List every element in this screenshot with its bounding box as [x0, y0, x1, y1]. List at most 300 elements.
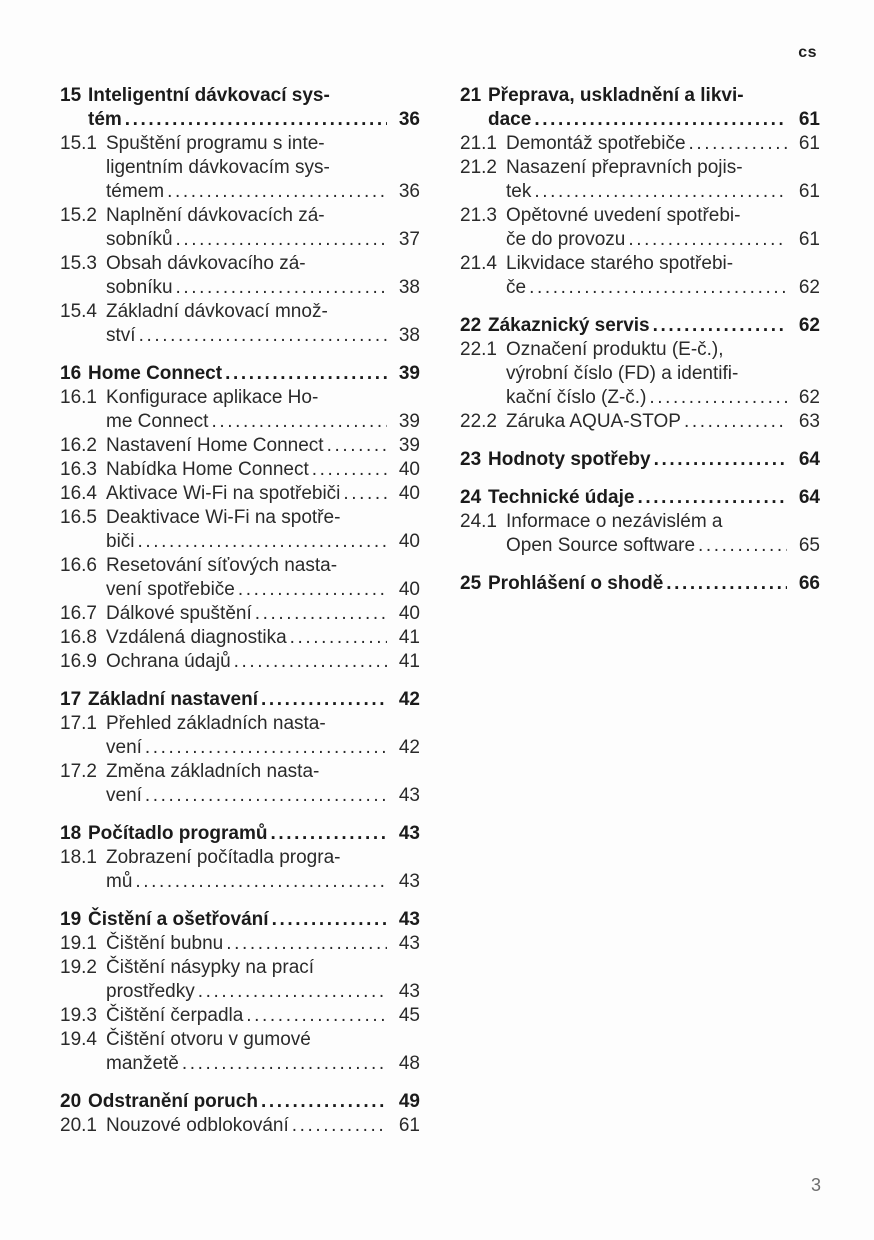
- toc-column-left: [60, 84, 420, 1138]
- entry-last-line: [488, 572, 820, 596]
- dot-leader: [145, 736, 387, 760]
- dot-leader: [684, 410, 787, 434]
- entry-last-line: [506, 228, 820, 252]
- dot-leader: [666, 572, 787, 596]
- dot-leader: [211, 410, 387, 434]
- entry-title: [488, 84, 820, 132]
- page-number: 3: [810, 1175, 821, 1195]
- entry-last-line: [506, 180, 820, 204]
- entry-last-line: [88, 908, 420, 932]
- toc-sub-entry: [60, 1114, 420, 1138]
- entry-number: 24: [460, 487, 482, 508]
- entry-title-line: Označení produktu (E-č.),: [506, 339, 724, 360]
- entry-page-number: 66: [798, 573, 820, 594]
- toc-column-right: [460, 84, 820, 596]
- entry-last-line: [506, 132, 820, 156]
- entry-page-number: 43: [398, 785, 420, 806]
- entry-title-line: Inteligentní dávkovací sys-: [88, 85, 330, 106]
- entry-last-line: [488, 486, 820, 510]
- entry-number: 16.9: [60, 651, 97, 672]
- toc-sub-entry: [60, 132, 420, 204]
- entry-title-line: Prohlášení o shodě: [488, 573, 664, 594]
- entry-title-line: Resetování síťových nasta-: [106, 555, 338, 576]
- entry-title: [106, 482, 420, 506]
- entry-page-number: 43: [398, 871, 420, 892]
- entry-last-line: [106, 980, 420, 1004]
- entry-number: 17: [60, 689, 82, 710]
- toc-sub-entry: [60, 482, 420, 506]
- entry-number: 24.1: [460, 511, 497, 532]
- toc-chapter-entry: [460, 314, 820, 338]
- entry-page-number: 39: [398, 435, 420, 456]
- dot-leader: [653, 314, 787, 338]
- entry-title: [106, 1114, 420, 1138]
- entry-last-line: [506, 276, 820, 300]
- entry-last-line: [506, 534, 820, 558]
- dot-leader: [246, 1004, 387, 1028]
- entry-page-number: 62: [798, 315, 820, 336]
- entry-title-line: Spuštění programu s inte-: [106, 133, 325, 154]
- dot-leader: [138, 530, 387, 554]
- entry-title: [88, 908, 420, 932]
- entry-page-number: 38: [398, 277, 420, 298]
- entry-title: [106, 956, 420, 1004]
- entry-number: 21: [460, 85, 482, 106]
- toc-chapter-entry: [60, 908, 420, 932]
- entry-page-number: 40: [398, 483, 420, 504]
- dot-leader: [225, 362, 387, 386]
- entry-title: [106, 252, 420, 300]
- entry-title: [106, 760, 420, 808]
- entry-title-line: dace: [488, 109, 532, 130]
- toc-sub-entry: [60, 252, 420, 300]
- dot-leader: [234, 650, 387, 674]
- entry-title: [506, 132, 820, 156]
- entry-last-line: [106, 276, 420, 300]
- entry-number: 19.4: [60, 1029, 97, 1050]
- entry-title: [106, 386, 420, 434]
- entry-title-line: Zobrazení počítadla progra-: [106, 847, 341, 868]
- entry-page-number: 40: [398, 459, 420, 480]
- entry-last-line: [88, 822, 420, 846]
- entry-title-line: Informace o nezávislém a: [506, 511, 723, 532]
- entry-page-number: 37: [398, 229, 420, 250]
- entry-number: 19.3: [60, 1005, 97, 1026]
- entry-title-line: Technické údaje: [488, 487, 635, 508]
- entry-title: [488, 314, 820, 338]
- entry-page-number: 64: [798, 449, 820, 470]
- entry-page-number: 43: [398, 981, 420, 1002]
- entry-title-line: vení: [106, 785, 142, 806]
- entry-title: [106, 506, 420, 554]
- toc-sub-entry: [60, 458, 420, 482]
- toc-sub-entry: [460, 410, 820, 434]
- toc-sub-entry: [460, 510, 820, 558]
- entry-last-line: [506, 410, 820, 434]
- entry-title-line: Nouzové odblokování: [106, 1115, 289, 1136]
- toc-sub-entry: [60, 300, 420, 348]
- dot-leader: [261, 688, 387, 712]
- entry-page-number: 48: [398, 1053, 420, 1074]
- entry-last-line: [488, 448, 820, 472]
- entry-title-line: sobníku: [106, 277, 173, 298]
- entry-number: 20: [60, 1091, 82, 1112]
- dot-leader: [238, 578, 387, 602]
- entry-last-line: [106, 578, 420, 602]
- entry-page-number: 39: [398, 363, 420, 384]
- entry-title: [88, 84, 420, 132]
- entry-title: [106, 712, 420, 760]
- toc-sub-entry: [460, 156, 820, 204]
- toc-sub-entry: [460, 132, 820, 156]
- toc-chapter-entry: [460, 486, 820, 510]
- toc-sub-entry: [460, 252, 820, 300]
- entry-page-number: 41: [398, 651, 420, 672]
- toc-chapter-entry: [60, 822, 420, 846]
- dot-leader: [176, 276, 387, 300]
- entry-title-line: Obsah dávkovacího zá-: [106, 253, 306, 274]
- entry-title-line: kační číslo (Z-č.): [506, 387, 647, 408]
- entry-number: 22: [460, 315, 482, 336]
- toc-sub-entry: [60, 506, 420, 554]
- entry-number: 16.3: [60, 459, 97, 480]
- dot-leader: [270, 822, 387, 846]
- entry-number: 25: [460, 573, 482, 594]
- entry-number: 16.1: [60, 387, 97, 408]
- toc-chapter-entry: [460, 84, 820, 132]
- entry-last-line: [106, 228, 420, 252]
- toc-sub-entry: [60, 932, 420, 956]
- entry-page-number: 40: [398, 603, 420, 624]
- dot-leader: [312, 458, 387, 482]
- entry-title-line: Zákaznický servis: [488, 315, 650, 336]
- entry-last-line: [106, 932, 420, 956]
- entry-title: [88, 1090, 420, 1114]
- entry-page-number: 62: [798, 387, 820, 408]
- entry-page-number: 63: [798, 411, 820, 432]
- dot-leader: [529, 276, 787, 300]
- entry-number: 15.3: [60, 253, 97, 274]
- entry-title-line: Přehled základních nasta-: [106, 713, 326, 734]
- entry-number: 16.4: [60, 483, 97, 504]
- language-code: cs: [798, 44, 817, 61]
- entry-page-number: 40: [398, 531, 420, 552]
- toc-sub-entry: [60, 650, 420, 674]
- entry-title-line: Aktivace Wi-Fi na spotřebiči: [106, 483, 341, 504]
- toc-columns: [60, 84, 820, 1138]
- entry-number: 21.3: [460, 205, 497, 226]
- entry-last-line: [106, 870, 420, 894]
- entry-page-number: 39: [398, 411, 420, 432]
- entry-last-line: [106, 1114, 420, 1138]
- entry-last-line: [88, 1090, 420, 1114]
- entry-last-line: [106, 650, 420, 674]
- entry-title-line: Nastavení Home Connect: [106, 435, 324, 456]
- entry-title-line: manžetě: [106, 1053, 179, 1074]
- entry-title: [488, 448, 820, 472]
- entry-title-line: Opětovné uvedení spotřebi-: [506, 205, 741, 226]
- dot-leader: [167, 180, 387, 204]
- entry-title-line: Demontáž spotřebiče: [506, 133, 686, 154]
- entry-title: [506, 510, 820, 558]
- entry-last-line: [488, 108, 820, 132]
- entry-number: 18.1: [60, 847, 97, 868]
- entry-number: 16.5: [60, 507, 97, 528]
- dot-leader: [292, 1114, 387, 1138]
- entry-title-line: Změna základních nasta-: [106, 761, 320, 782]
- entry-page-number: 43: [398, 909, 420, 930]
- entry-number: 22.2: [460, 411, 497, 432]
- entry-title-line: vení: [106, 737, 142, 758]
- entry-number: 17.2: [60, 761, 97, 782]
- entry-number: 16.6: [60, 555, 97, 576]
- entry-last-line: [106, 1052, 420, 1076]
- dot-leader: [628, 228, 787, 252]
- toc-sub-entry: [60, 386, 420, 434]
- dot-leader: [637, 486, 787, 510]
- entry-page-number: 36: [398, 109, 420, 130]
- dot-leader: [176, 228, 387, 252]
- entry-page-number: 65: [798, 535, 820, 556]
- entry-last-line: [106, 180, 420, 204]
- entry-title-line: vení spotřebiče: [106, 579, 235, 600]
- dot-leader: [689, 132, 787, 156]
- entry-last-line: [106, 784, 420, 808]
- entry-title-line: Konfigurace aplikace Ho-: [106, 387, 319, 408]
- dot-leader: [272, 908, 387, 932]
- entry-title: [106, 434, 420, 458]
- entry-title: [106, 554, 420, 602]
- entry-title-line: Open Source software: [506, 535, 696, 556]
- entry-title-line: témem: [106, 181, 165, 202]
- entry-number: 16.8: [60, 627, 97, 648]
- entry-title: [106, 1028, 420, 1076]
- entry-last-line: [106, 458, 420, 482]
- entry-page-number: 61: [798, 133, 820, 154]
- dot-leader: [226, 932, 387, 956]
- toc-sub-entry: [60, 602, 420, 626]
- entry-title-line: Čištění otvoru v gumové: [106, 1029, 311, 1050]
- entry-title: [106, 1004, 420, 1028]
- entry-number: 15.2: [60, 205, 97, 226]
- entry-title: [88, 688, 420, 712]
- entry-last-line: [488, 314, 820, 338]
- entry-title-line: me Connect: [106, 411, 209, 432]
- entry-page-number: 41: [398, 627, 420, 648]
- entry-title-line: sobníků: [106, 229, 173, 250]
- dot-leader: [343, 482, 387, 506]
- entry-page-number: 43: [398, 933, 420, 954]
- entry-title: [106, 458, 420, 482]
- entry-title-line: Likvidace starého spotřebi-: [506, 253, 734, 274]
- entry-title: [488, 572, 820, 596]
- dot-leader: [135, 870, 387, 894]
- entry-title: [506, 204, 820, 252]
- entry-title-line: Přeprava, uskladnění a likvi-: [488, 85, 744, 106]
- entry-last-line: [106, 602, 420, 626]
- entry-title-line: biči: [106, 531, 135, 552]
- entry-title-line: Základní dávkovací množ-: [106, 301, 328, 322]
- entry-page-number: 42: [398, 689, 420, 710]
- entry-title-line: Ochrana údajů: [106, 651, 231, 672]
- entry-title: [106, 132, 420, 204]
- entry-number: 15.1: [60, 133, 97, 154]
- entry-title: [506, 410, 820, 434]
- entry-title: [106, 650, 420, 674]
- dot-leader: [261, 1090, 387, 1114]
- dot-leader: [327, 434, 387, 458]
- toc-chapter-entry: [60, 84, 420, 132]
- entry-number: 15.4: [60, 301, 97, 322]
- entry-title-line: Dálkové spuštění: [106, 603, 252, 624]
- entry-page-number: 61: [798, 229, 820, 250]
- toc-sub-entry: [60, 626, 420, 650]
- entry-last-line: [88, 362, 420, 386]
- entry-number: 22.1: [460, 339, 497, 360]
- toc-chapter-entry: [60, 688, 420, 712]
- dot-leader: [534, 180, 787, 204]
- entry-title: [488, 486, 820, 510]
- entry-last-line: [106, 324, 420, 348]
- entry-title-line: prostředky: [106, 981, 195, 1002]
- toc-sub-entry: [60, 846, 420, 894]
- dot-leader: [145, 784, 387, 808]
- entry-number: 19.2: [60, 957, 97, 978]
- entry-title: [106, 932, 420, 956]
- entry-page-number: 64: [798, 487, 820, 508]
- dot-leader: [182, 1052, 387, 1076]
- toc-chapter-entry: [60, 362, 420, 386]
- toc-sub-entry: [60, 204, 420, 252]
- entry-last-line: [106, 530, 420, 554]
- toc-sub-entry: [60, 434, 420, 458]
- entry-page-number: 61: [798, 181, 820, 202]
- entry-title-line: Vzdálená diagnostika: [106, 627, 287, 648]
- entry-title-line: mů: [106, 871, 133, 892]
- entry-page-number: 42: [398, 737, 420, 758]
- entry-title-line: Naplnění dávkovacích zá-: [106, 205, 325, 226]
- entry-title-line: Nabídka Home Connect: [106, 459, 309, 480]
- entry-title-line: če do provozu: [506, 229, 626, 250]
- entry-title-line: Počítadlo programů: [88, 823, 268, 844]
- entry-number: 21.2: [460, 157, 497, 178]
- dot-leader: [698, 534, 787, 558]
- entry-last-line: [88, 108, 420, 132]
- entry-page-number: 43: [398, 823, 420, 844]
- entry-title: [506, 252, 820, 300]
- entry-title-line: ligentním dávkovacím sys-: [106, 157, 330, 178]
- entry-number: 18: [60, 823, 82, 844]
- entry-title-line: če: [506, 277, 527, 298]
- entry-page-number: 61: [398, 1115, 420, 1136]
- entry-title: [106, 626, 420, 650]
- entry-title-line: Základní nastavení: [88, 689, 259, 710]
- entry-title: [88, 822, 420, 846]
- page-header: [798, 44, 817, 62]
- entry-last-line: [106, 410, 420, 434]
- entry-title: [106, 602, 420, 626]
- entry-last-line: [106, 482, 420, 506]
- entry-last-line: [106, 1004, 420, 1028]
- entry-number: 20.1: [60, 1115, 97, 1136]
- toc-sub-entry: [60, 1028, 420, 1076]
- dot-leader: [125, 108, 387, 132]
- entry-title-line: Čištění násypky na prací: [106, 957, 315, 978]
- entry-number: 23: [460, 449, 482, 470]
- entry-title-line: Home Connect: [88, 363, 223, 384]
- entry-title-line: tek: [506, 181, 532, 202]
- dot-leader: [534, 108, 787, 132]
- dot-leader: [290, 626, 387, 650]
- entry-title-line: Nasazení přepravních pojis-: [506, 157, 743, 178]
- entry-page-number: 45: [398, 1005, 420, 1026]
- entry-page-number: 36: [398, 181, 420, 202]
- entry-title-line: Deaktivace Wi-Fi na spotře-: [106, 507, 341, 528]
- toc-sub-entry: [460, 204, 820, 252]
- entry-title: [106, 300, 420, 348]
- entry-title-line: ství: [106, 325, 136, 346]
- dot-leader: [139, 324, 387, 348]
- entry-number: 19.1: [60, 933, 97, 954]
- dot-leader: [654, 448, 787, 472]
- entry-title-line: Záruka AQUA-STOP: [506, 411, 681, 432]
- entry-title-line: Čištění čerpadla: [106, 1005, 244, 1026]
- toc-sub-entry: [460, 338, 820, 410]
- dot-leader: [255, 602, 387, 626]
- entry-title-line: tém: [88, 109, 122, 130]
- entry-number: 16.7: [60, 603, 97, 624]
- toc-sub-entry: [60, 760, 420, 808]
- entry-title: [506, 338, 820, 410]
- entry-title-line: Hodnoty spotřeby: [488, 449, 651, 470]
- entry-title-line: Čištění bubnu: [106, 933, 224, 954]
- entry-page-number: 49: [398, 1091, 420, 1112]
- entry-number: 16.2: [60, 435, 97, 456]
- entry-page-number: 62: [798, 277, 820, 298]
- entry-page-number: 61: [798, 109, 820, 130]
- entry-title: [106, 204, 420, 252]
- entry-number: 15: [60, 85, 82, 106]
- entry-page-number: 38: [398, 325, 420, 346]
- entry-title: [88, 362, 420, 386]
- toc-chapter-entry: [460, 572, 820, 596]
- toc-chapter-entry: [460, 448, 820, 472]
- entry-title: [106, 846, 420, 894]
- entry-page-number: 40: [398, 579, 420, 600]
- entry-number: 21.1: [460, 133, 497, 154]
- entry-last-line: [106, 626, 420, 650]
- entry-number: 19: [60, 909, 82, 930]
- page-footer: [811, 1175, 821, 1196]
- entry-title-line: Čistění a ošetřování: [88, 909, 269, 930]
- dot-leader: [649, 386, 787, 410]
- toc-sub-entry: [60, 956, 420, 1004]
- entry-title: [506, 156, 820, 204]
- entry-title-line: výrobní číslo (FD) a identifi-: [506, 363, 739, 384]
- entry-title-line: Odstranění poruch: [88, 1091, 258, 1112]
- entry-last-line: [106, 736, 420, 760]
- entry-last-line: [88, 688, 420, 712]
- dot-leader: [198, 980, 387, 1004]
- toc-sub-entry: [60, 712, 420, 760]
- toc-chapter-entry: [60, 1090, 420, 1114]
- toc-sub-entry: [60, 554, 420, 602]
- entry-last-line: [106, 434, 420, 458]
- entry-number: 21.4: [460, 253, 497, 274]
- toc-sub-entry: [60, 1004, 420, 1028]
- entry-number: 17.1: [60, 713, 97, 734]
- entry-number: 16: [60, 363, 82, 384]
